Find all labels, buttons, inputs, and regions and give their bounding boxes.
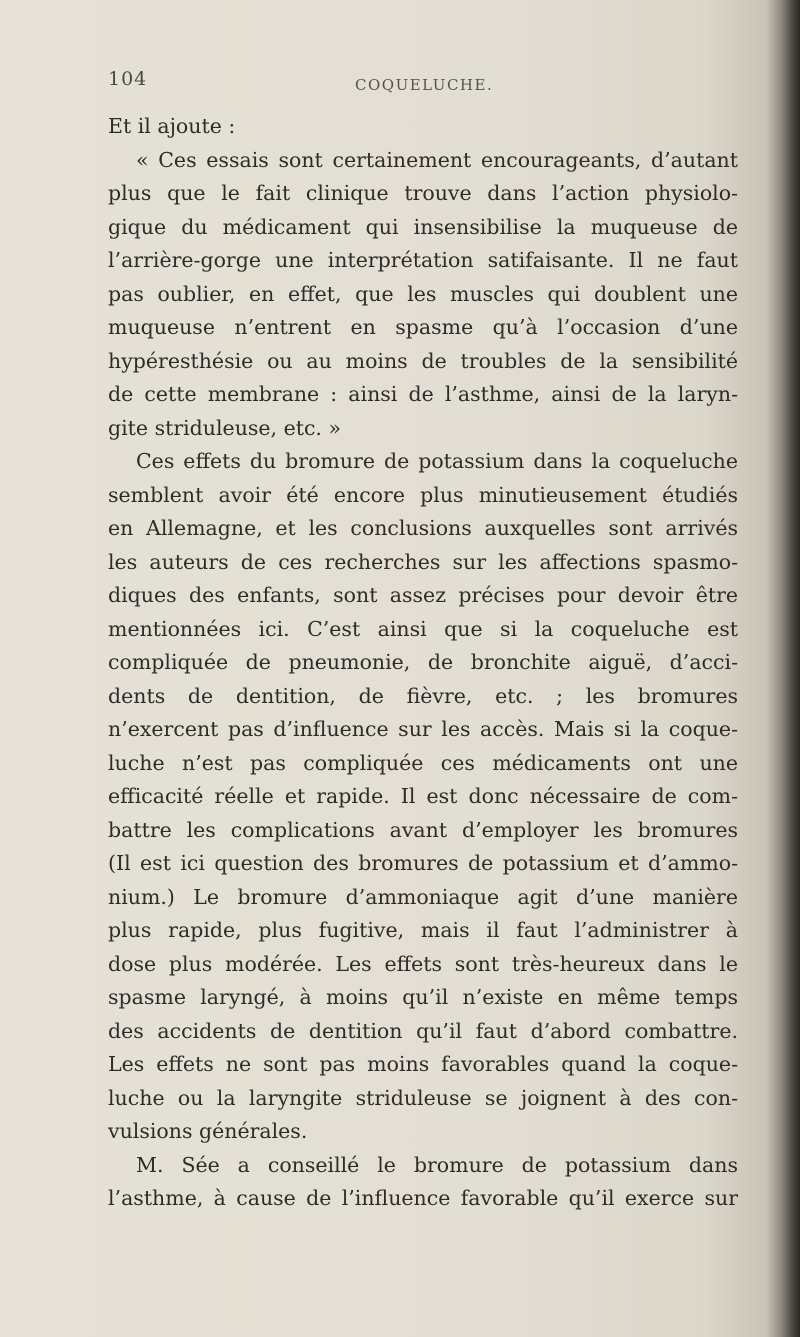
text-line: nium.) Le bromure d’ammoniaque agit d’une manière	[108, 884, 738, 909]
text-line: « Ces essais sont certainement encourageants, d’autant	[136, 147, 738, 172]
running-head: COQUELUCHE.	[355, 76, 494, 94]
text-line: l’asthme, à cause de l’influence favorable qu’il exerce sur	[108, 1186, 738, 1210]
text-line: en Allemagne, et les conclusions auxquelles sont arrivés	[108, 516, 738, 540]
text-line: gite striduleuse, etc. »	[108, 415, 342, 440]
page-edge-shadow	[766, 0, 800, 1337]
text-line: battre les complications avant d’employer les bromures	[108, 817, 738, 842]
text-line: diques des enfants, sont assez précises pour devoir être	[108, 583, 738, 607]
text-line: efficacité réelle et rapide. Il est donc nécessaire de com-	[108, 784, 738, 808]
text-line: dents de dentition, de fièvre, etc. ; les bromures	[108, 683, 738, 708]
text-line: Les effets ne sont pas moins favorables quand la coque-	[108, 1052, 738, 1076]
text-line: M. Sée a conseillé le bromure de potassium dans	[136, 1152, 738, 1177]
text-line: luche ou la laryngite striduleuse se joignent à des con-	[108, 1085, 738, 1110]
text-line: plus rapide, plus fugitive, mais il faut l’administrer à	[108, 918, 738, 942]
text-line: semblent avoir été encore plus minutieusement étudiés	[108, 482, 738, 507]
text-line: compliquée de pneumonie, de bronchite aiguë, d’acci-	[108, 650, 738, 674]
text-line: gique du médicament qui insensibilise la muqueuse de	[108, 214, 738, 239]
text-line: dose plus modérée. Les effets sont très-heureux dans le	[108, 951, 738, 976]
text-line: muqueuse n’entrent en spasme qu’à l’occasion d’une	[108, 315, 738, 339]
text-line: les auteurs de ces recherches sur les affections spasmo-	[108, 549, 738, 574]
text-line: Ces effets du bromure de potassium dans la coqueluche	[136, 449, 738, 473]
page-number: 104	[108, 68, 148, 90]
text-line: l’arrière-gorge une interprétation satifaisante. Il ne faut	[108, 248, 738, 272]
text-line: hypéresthésie ou au moins de troubles de la sensibilité	[108, 348, 738, 373]
text-line: Et il ajoute :	[108, 114, 236, 138]
text-line: luche n’est pas compliquée ces médicaments ont une	[108, 750, 738, 775]
text-line: de cette membrane : ainsi de l’asthme, ainsi de la laryn-	[108, 382, 738, 406]
text-line: (Il est ici question des bromures de potassium et d’ammo-	[108, 851, 738, 875]
text-line: plus que le fait clinique trouve dans l’action physiolo-	[108, 181, 738, 205]
text-line: spasme laryngé, à moins qu’il n’existe en même temps	[108, 985, 738, 1009]
body-text	[108, 110, 738, 1216]
text-line: n’exercent pas d’influence sur les accès. Mais si la coque-	[108, 717, 738, 741]
text-line: vulsions générales.	[108, 1119, 308, 1143]
text-line: des accidents de dentition qu’il faut d’abord combattre.	[108, 1018, 738, 1043]
text-line: pas oublier, en effet, que les muscles qui doublent une	[108, 281, 738, 306]
text-line: mentionnées ici. C’est ainsi que si la coqueluche est	[108, 616, 738, 641]
page-header	[0, 68, 800, 108]
